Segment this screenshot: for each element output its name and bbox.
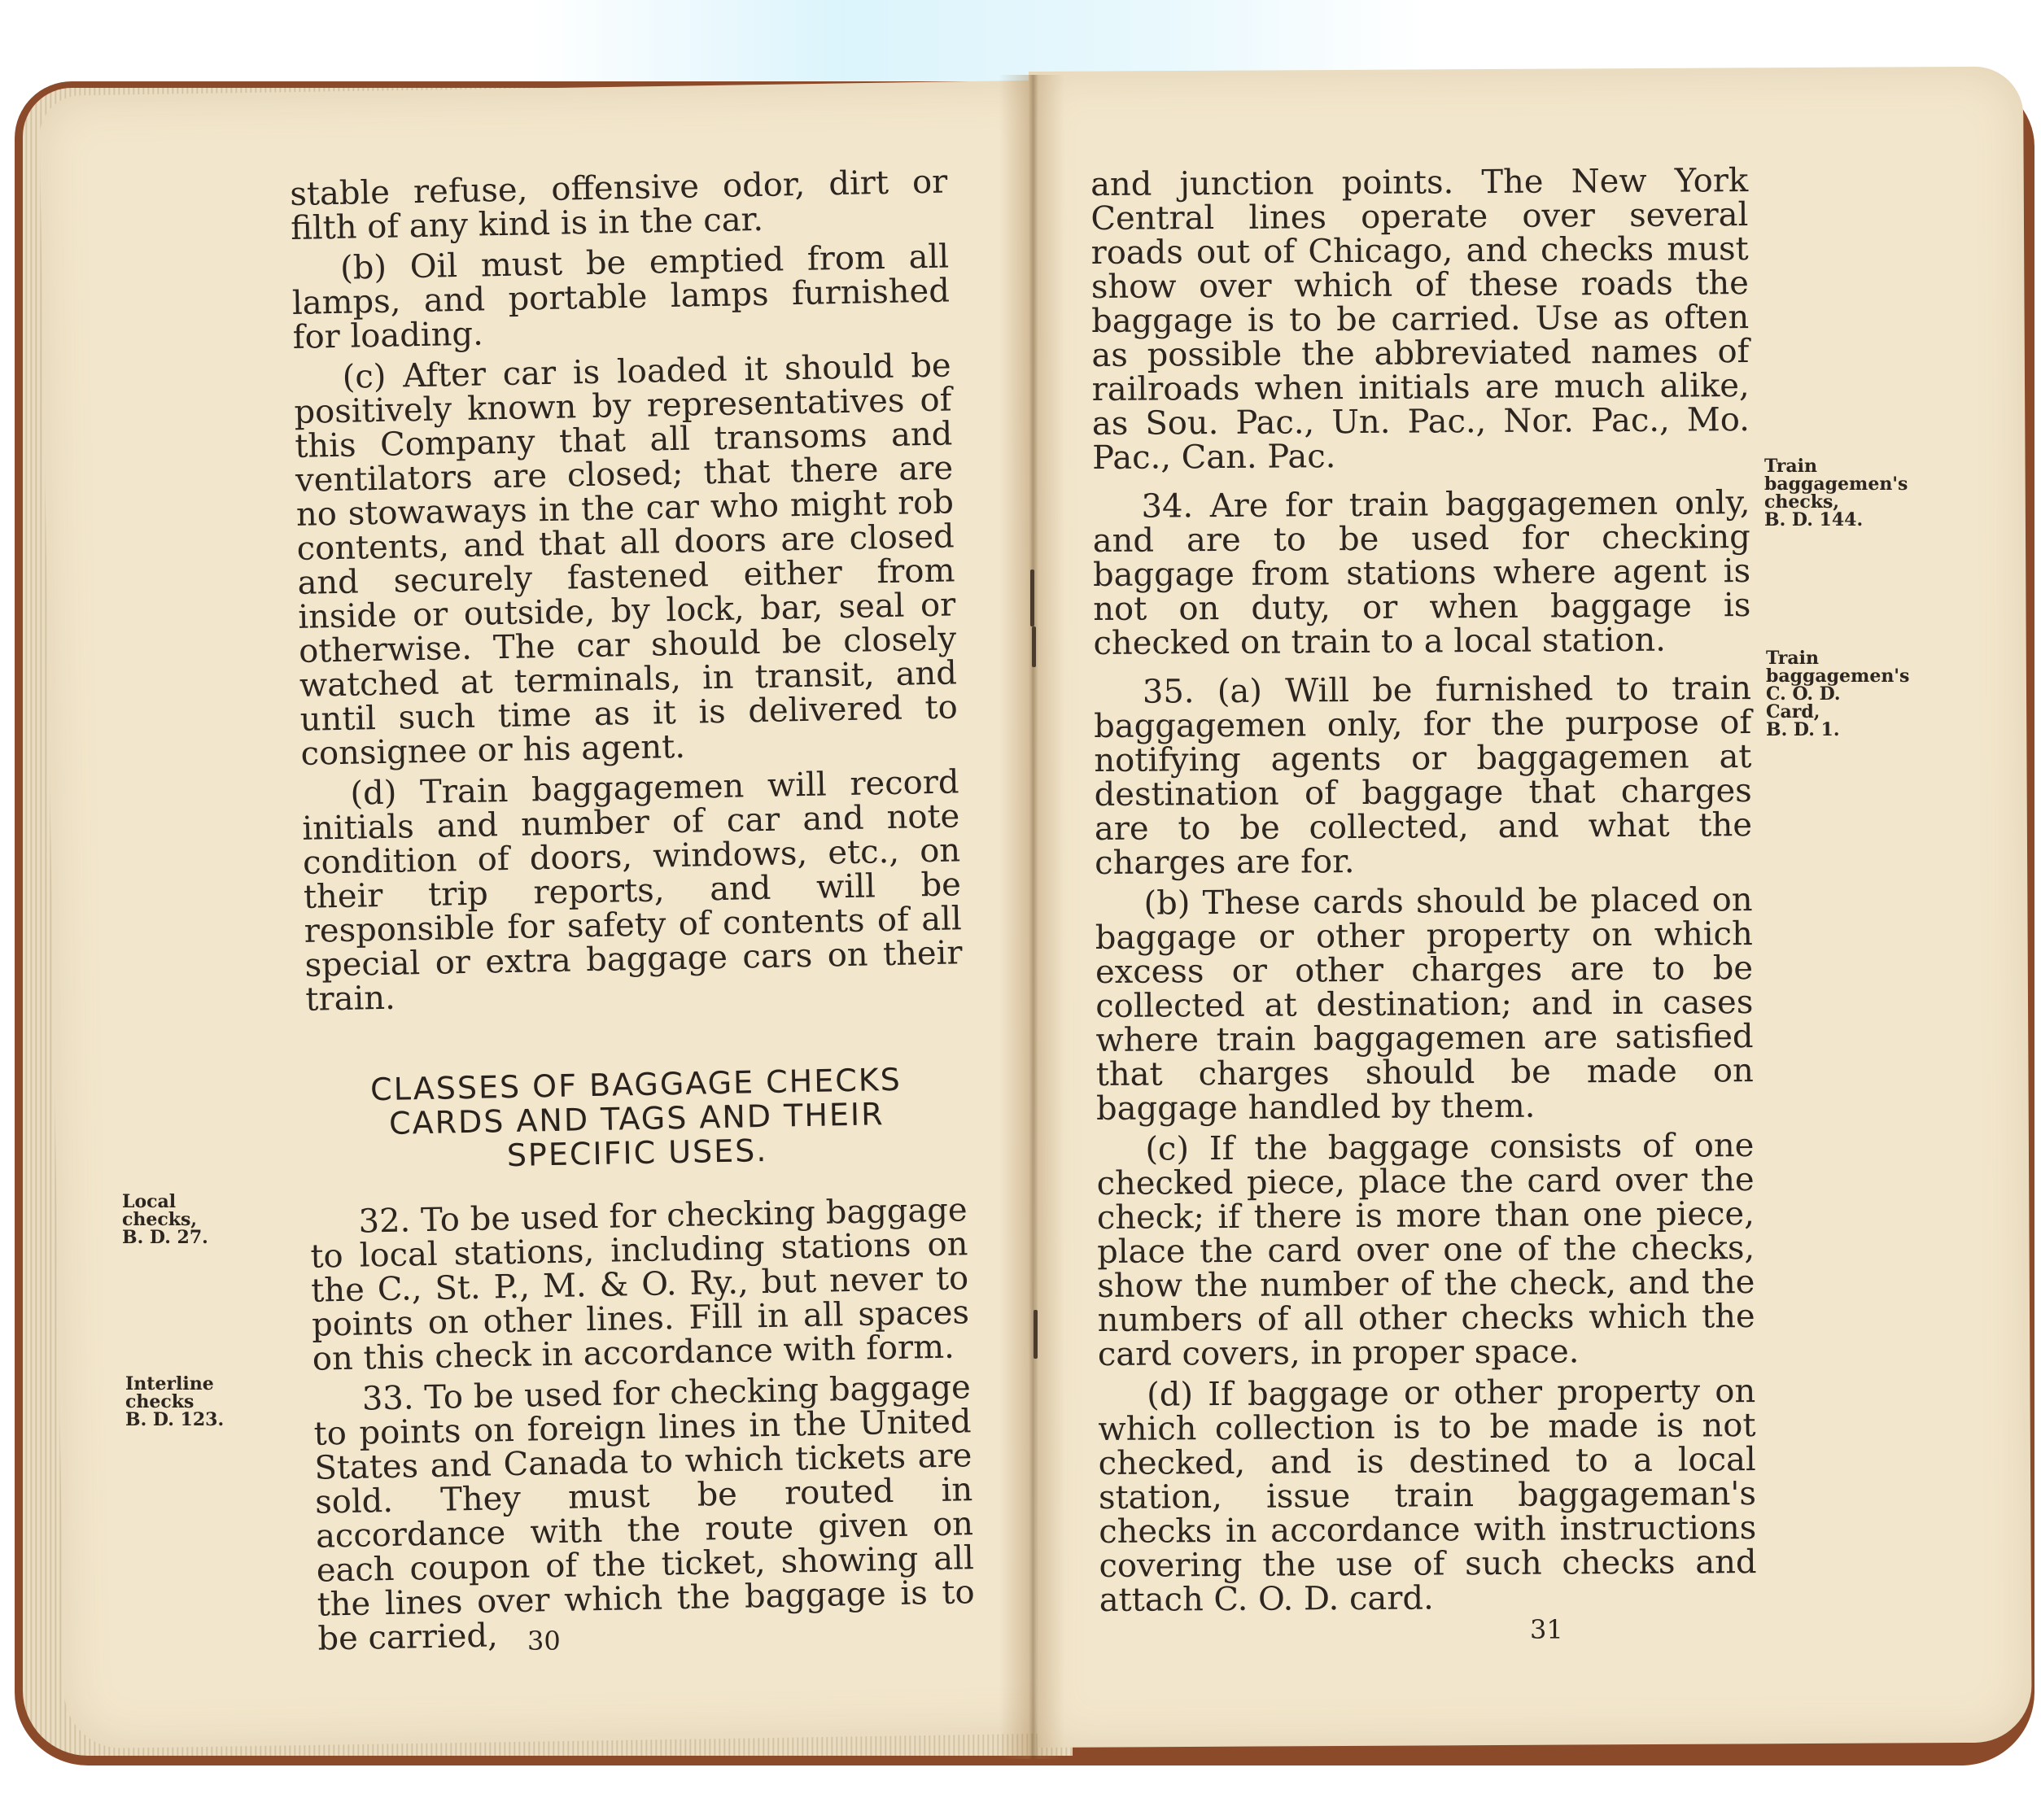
page-number-right: 31	[1530, 1614, 1563, 1645]
right-page-text	[1090, 164, 1757, 1624]
section-heading	[307, 1061, 966, 1176]
heading-line: CLASSES OF BAGGAGE CHECKS	[369, 1061, 902, 1108]
paragraph-33: 33. To be used for checking baggage to points on foreign lines in the United States and Canada to which tickets are sold. They must be routed in accordance with the route given on each coupon of the ticket, showing all the lines over which the baggage is to be carried,	[313, 1368, 975, 1658]
margin-note-cod-card	[1766, 649, 1909, 739]
margin-note-local-checks	[122, 1193, 208, 1246]
paragraph: and junction points. The New York Central lines operate over several roads out of Chicago, and checks must show over which of these roads the baggage is to be carried. Use as often as possible the abbreviated names of railroads when initials are much alike, as Sou. Pac., Un. Pac., Nor. Pac., Mo. Pac., Can. Pac.	[1090, 162, 1750, 477]
left-page-text	[290, 164, 976, 1662]
margin-note-line: Local	[122, 1191, 177, 1212]
margin-note-line: Train	[1764, 456, 1817, 477]
binding-stitch	[1032, 626, 1036, 667]
margin-note-interline-checks	[125, 1375, 224, 1429]
margin-note-line: checks,	[122, 1209, 198, 1230]
paragraph: (d) Train baggagemen will record initials and number of car and note condition of doors, windows, etc., on their trip reports, and will be responsible for safety of contents of all special or extra baggage cars on their train.	[301, 763, 963, 1019]
paragraph: stable refuse, offensive odor, dirt or filth of any kind is in the car.	[289, 163, 948, 247]
margin-note-line: B. D. 144.	[1764, 509, 1864, 530]
heading-line: SPECIFIC USES.	[506, 1132, 768, 1174]
paragraph-35d: (d) If baggage or other property on which collection is to be made is not checked, and is destined to a local station, issue train baggageman's checks in accordance with instructions covering the use of such checks and attach C. O. D. card.	[1098, 1373, 1757, 1619]
margin-note-line: checks,	[1764, 491, 1840, 513]
paragraph-35b: (b) These cards should be placed on baggage or other property on which excess or other charges are to be collected at destination; and in cases where train baggagemen are satisfied that charges should be made on baggage handled by them.	[1095, 881, 1754, 1128]
page-number-left: 30	[527, 1626, 561, 1656]
margin-note-train-baggagemen-checks	[1764, 457, 1908, 529]
paragraph-34: 34. Are for train baggagemen only, and are to be used for checking baggage from stations where agent is not on duty, or when baggage is checked on train to a local station.	[1092, 484, 1751, 662]
margin-note-line: B. D. 123.	[125, 1409, 225, 1430]
margin-note-line: Train	[1766, 648, 1819, 669]
book-gutter	[999, 75, 1064, 1759]
paragraph-35c: (c) If the baggage consists of one checked piece, place the card over the check; if there is more than one piece, place the card over one of the checks, show the number of the check, and the numbers of all other checks which the card covers, in proper space.	[1096, 1127, 1755, 1373]
paragraph: (b) Oil must be emptied from all lamps, and portable lamps furnished for loading.	[291, 238, 951, 356]
paragraph-35a: 35. (a) Will be furnished to train baggagemen only, for the purpose of notifying agents or baggagemen at destination of baggage that charges are to be collected, and what the charges are for.	[1094, 670, 1753, 882]
margin-note-line: Interline	[125, 1373, 214, 1394]
margin-note-line: baggagemen's	[1764, 474, 1908, 495]
margin-note-line: B. D. 27.	[122, 1227, 208, 1248]
heading-line: CARDS AND TAGS AND THEIR	[388, 1096, 885, 1141]
margin-note-line: Card,	[1766, 701, 1820, 722]
binding-stitch	[1034, 1310, 1038, 1359]
margin-note-line: checks	[125, 1391, 194, 1412]
margin-note-line: B. D. 1.	[1766, 719, 1840, 740]
margin-note-line: baggagemen's	[1766, 666, 1910, 687]
paragraph-32: 32. To be used for checking baggage to local stations, including stations on the C., St. P., M. & O. Ry., but never to points on other lines. Fill in all spaces on this check in accordance with form.	[310, 1191, 970, 1378]
binding-stitch	[1030, 570, 1034, 626]
margin-note-line: C. O. D.	[1766, 683, 1841, 705]
paragraph: (c) After car is loaded it should be positively known by representatives of this Company that all transoms and ventilators are closed; that there are no stowaways in the car who might rob contents, and that all doors are closed and securely fastened either from inside or outside, by lock, bar, seal or otherwise. The car should be closely watched at terminals, in transit, and until such time as it is delivered to consignee or his agent.	[294, 347, 959, 773]
